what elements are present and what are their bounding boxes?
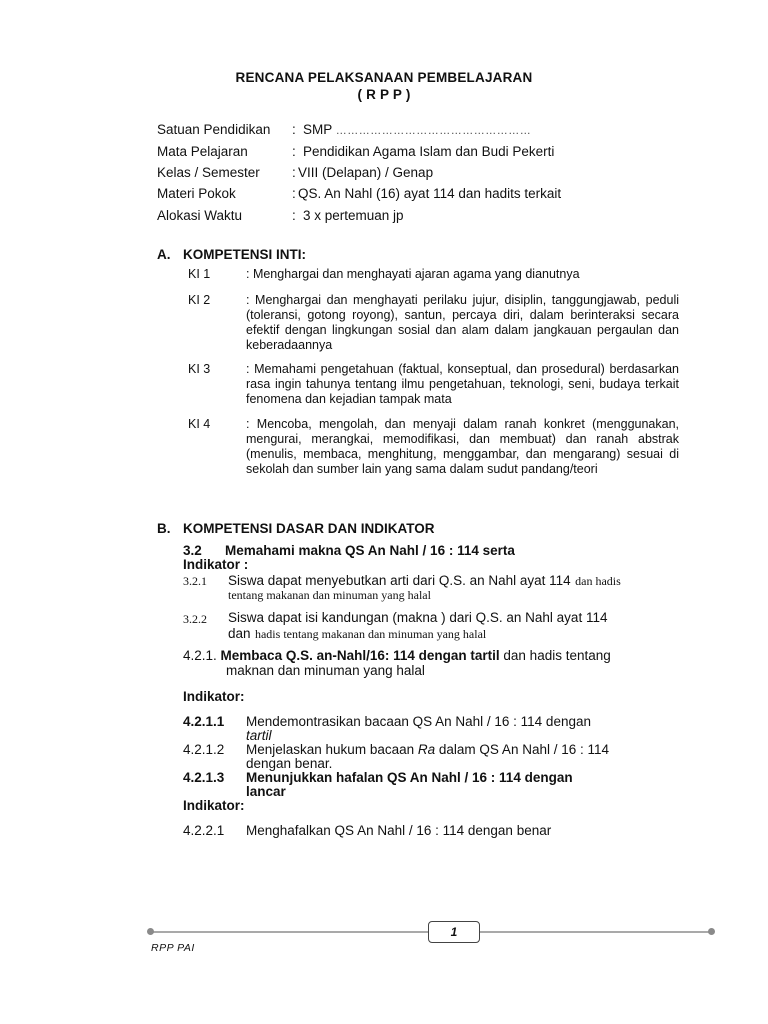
identity-value: Pendidikan Agama Islam dan Budi Pekerti xyxy=(303,144,555,159)
kd-number: 4.2.1. xyxy=(183,648,217,663)
indikator-text: Menunjukkan hafalan QS An Nahl / 16 : 114 dengan xyxy=(246,770,573,785)
section-b-heading xyxy=(157,521,435,536)
indikator-label: Indikator : xyxy=(183,557,249,572)
indikator-text-part: Ra xyxy=(417,742,436,757)
indikator-label: Indikator: xyxy=(183,798,245,813)
identity-colon: : xyxy=(292,186,296,201)
section-title: KOMPETENSI INTI: xyxy=(183,247,307,262)
identity-label: Kelas / Semester xyxy=(157,165,260,180)
kd-number: 3.2 xyxy=(183,543,202,558)
footer-rule-end-dot xyxy=(147,928,154,935)
indikator-text: Mendemontrasikan bacaan QS An Nahl / 16 : 114 dengan xyxy=(246,714,591,729)
indikator-text-part: Siswa dapat menyebutkan arti dari Q.S. an Nahl ayat 114 xyxy=(228,573,571,588)
indikator-number: 4.2.1.1 xyxy=(183,714,225,729)
section-a-heading xyxy=(157,247,306,262)
indikator-text-part: hadis tentang makanan dan minuman yang halal xyxy=(254,627,487,641)
section-title: KOMPETENSI DASAR DAN INDIKATOR xyxy=(183,521,435,536)
kd-bold-text: Membaca Q.S. an-Nahl/16: 114 dengan tartil xyxy=(220,648,500,663)
indikator-text-line2: lancar xyxy=(246,784,286,799)
identity-label: Materi Pokok xyxy=(157,186,236,201)
indikator-text-line2: dengan benar. xyxy=(246,756,333,771)
identity-value xyxy=(303,122,531,137)
ki-text: : Mencoba, mengolah, dan menyaji dalam ranah konkret (menggunakan, mengurai, merangkai, memodifikasi, dan membuat) dan ranah abstrak (menulis, membaca, menghitung, menggambar, dan mengarang) sesuai di sekolah dan sumber lain yang sama dalam sudut pandang/teori xyxy=(246,417,679,476)
identity-value: VIII (Delapan) / Genap xyxy=(298,165,434,180)
ki-text: : Menghargai dan menghayati ajaran agama yang dianutnya xyxy=(246,267,580,281)
indikator-label: Indikator: xyxy=(183,689,245,704)
kd-text-line2: maknan dan minuman yang halal xyxy=(226,663,425,678)
page-number-badge xyxy=(428,921,480,943)
ki-label: KI 1 xyxy=(188,267,211,281)
indikator-text-part: dan hadis xyxy=(575,574,621,588)
section-letter: B. xyxy=(157,521,171,536)
identity-label: Mata Pelajaran xyxy=(157,144,248,159)
indikator-text-line2: tartil xyxy=(246,728,272,743)
identity-value: QS. An Nahl (16) ayat 114 dan hadits terkait xyxy=(298,186,562,201)
indikator-text-line2: tentang makanan dan minuman yang halal xyxy=(228,588,431,602)
school-level: SMP xyxy=(303,122,333,137)
indikator-text-line2 xyxy=(228,625,486,643)
identity-colon: : xyxy=(292,208,296,223)
document-title: RENCANA PELAKSANAAN PEMBELAJARAN xyxy=(235,70,533,85)
kd-421 xyxy=(183,648,611,663)
identity-colon: : xyxy=(292,165,296,180)
ki-label: KI 4 xyxy=(188,417,211,431)
identity-colon: : xyxy=(292,122,296,137)
indikator-text-part: Menjelaskan hukum bacaan xyxy=(246,742,415,757)
kd-text: Memahami makna QS An Nahl / 16 : 114 serta xyxy=(225,543,515,558)
indikator-number: 3.2.2 xyxy=(183,612,207,626)
identity-label: Satuan Pendidikan xyxy=(157,122,271,137)
indikator-text-part: dalam QS An Nahl / 16 : 114 xyxy=(438,742,610,757)
indikator-number: 4.2.1.3 xyxy=(183,770,225,785)
section-letter: A. xyxy=(157,247,171,262)
indikator-text xyxy=(246,742,609,757)
indikator-text-part: dan xyxy=(228,626,251,641)
fill-in-dots: …………………………………………… xyxy=(335,125,532,137)
indikator-number: 4.2.2.1 xyxy=(183,823,225,838)
footer-label: RPP PAI xyxy=(151,942,195,954)
document-subtitle: ( R P P ) xyxy=(357,87,411,102)
identity-label: Alokasi Waktu xyxy=(157,208,243,223)
identity-value: 3 x pertemuan jp xyxy=(303,208,404,223)
page-number: 1 xyxy=(450,925,458,939)
ki-label: KI 3 xyxy=(188,362,211,376)
indikator-text: Siswa dapat isi kandungan (makna ) dari Q.S. an Nahl ayat 114 xyxy=(228,610,608,625)
indikator-number: 3.2.1 xyxy=(183,574,207,588)
ki-text: : Menghargai dan menghayati perilaku jujur, disiplin, tanggungjawab, peduli (toleransi, gotong royong), santun, percaya diri, dalam berinteraksi secara efektif dengan lingkungan sosial dan alam dalam jangkauan pergaulan dan keberadaannya xyxy=(246,293,679,352)
ki-label: KI 2 xyxy=(188,293,211,307)
indikator-text: Menghafalkan QS An Nahl / 16 : 114 dengan benar xyxy=(246,823,552,838)
identity-colon: : xyxy=(292,144,296,159)
footer-rule-end-dot xyxy=(708,928,715,935)
kd-text: dan hadis tentang xyxy=(503,648,611,663)
indikator-number: 4.2.1.2 xyxy=(183,742,225,757)
ki-text: : Memahami pengetahuan (faktual, konseptual, dan prosedural) berdasarkan rasa ingin tahunya tentang ilmu pengetahuan, teknologi, seni, budaya terkait fenomena dan kejadian tampak mata xyxy=(246,362,679,406)
